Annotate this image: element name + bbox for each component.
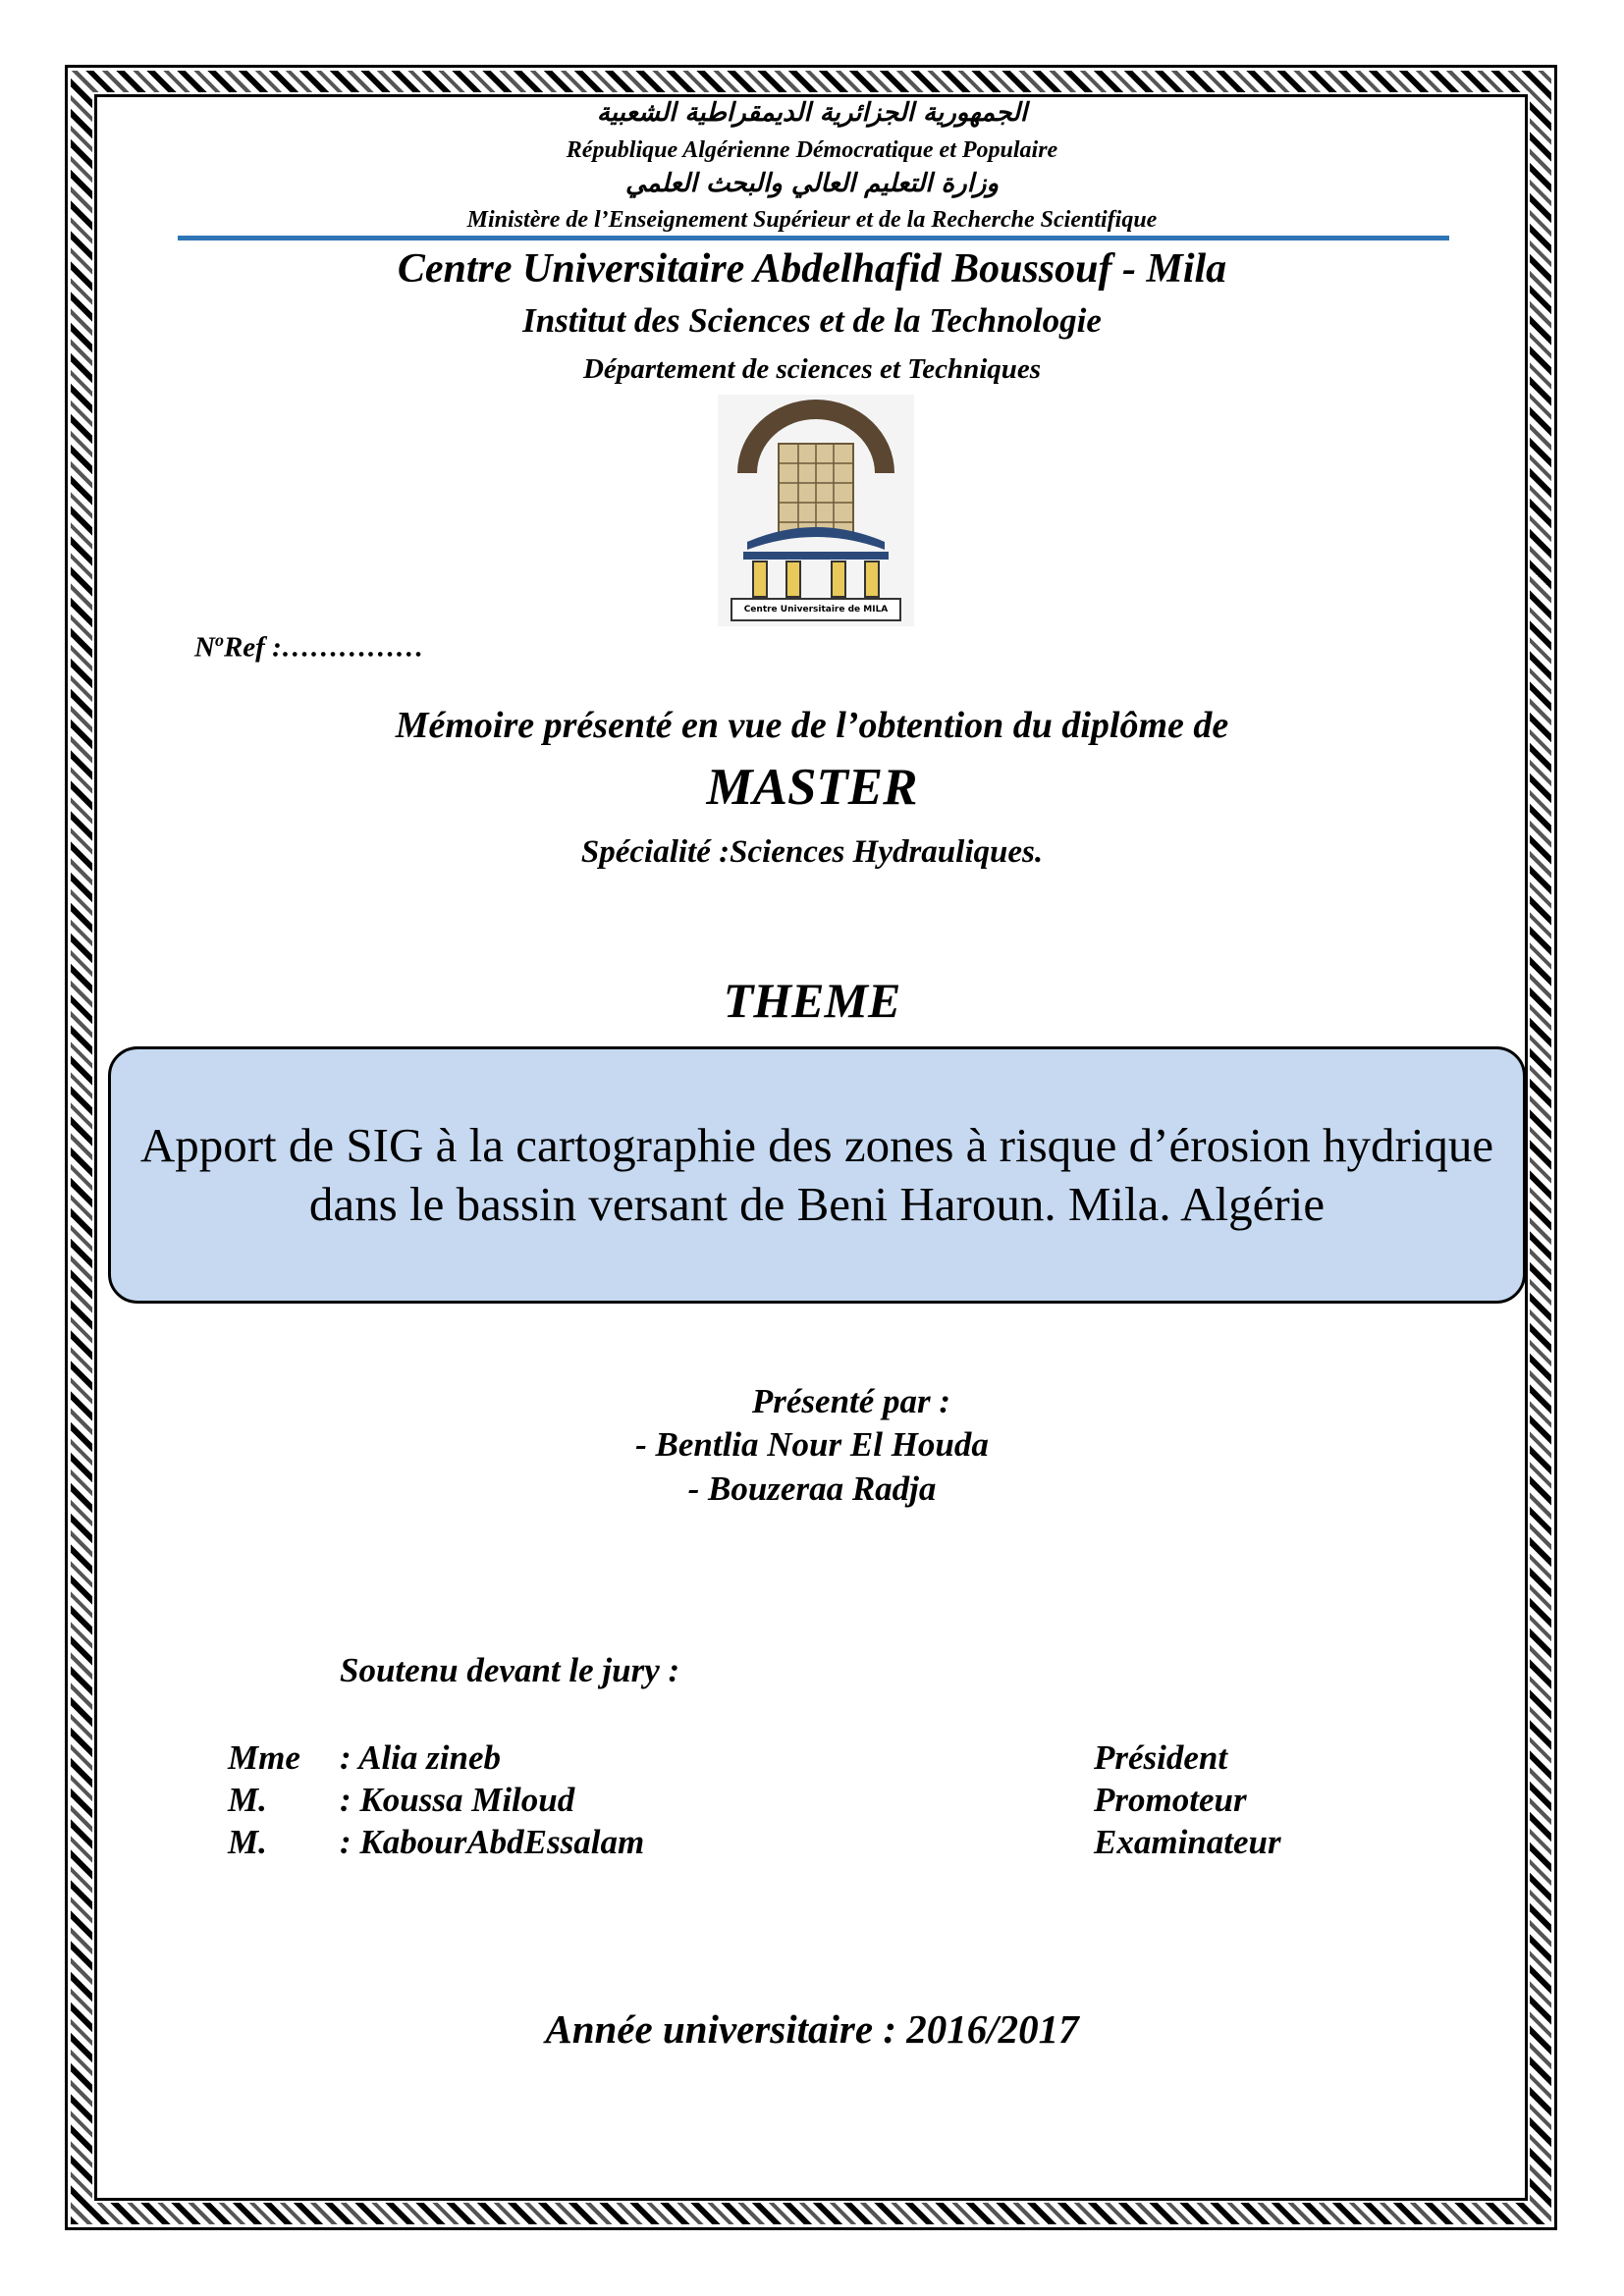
arabic-ministry-name: وزارة التعليم العالي والبحث العلمي [624, 169, 1000, 198]
republic-name: République Algérienne Démocratique et Populaire [566, 137, 1058, 163]
university-logo-graphic [718, 395, 914, 626]
arabic-republic-name: الجمهورية الجزائرية الديمقراطية الشعبية [596, 98, 1028, 128]
presenter-name: - Bentlia Nour El Houda [635, 1425, 989, 1464]
jury-member-title: M. [228, 1781, 267, 1819]
reference-superscript: o [214, 630, 224, 650]
reference-number [194, 630, 424, 665]
diploma-intro: Mémoire présenté en vue de l’obtention du diplôme de [395, 705, 1229, 746]
degree-title: MASTER [706, 759, 918, 816]
logo-caption: Centre Universitaire de MILA [743, 605, 889, 614]
speciality: Spécialité :Sciences Hydrauliques. [580, 834, 1044, 870]
jury-member-row [0, 1781, 1624, 1820]
presented-by-label: Présenté par : [751, 1382, 951, 1420]
reference-label: Ref :…………… [223, 631, 424, 664]
jury-member-role: Examinateur [1094, 1823, 1281, 1861]
jury-member-role: Promoteur [1094, 1781, 1247, 1819]
jury-member-name: : KabourAbdEssalam [340, 1823, 645, 1861]
jury-member-row [0, 1823, 1624, 1862]
jury-member-title: Mme [228, 1738, 300, 1777]
department-name: Département de sciences et Techniques [582, 353, 1042, 385]
ministry-name: Ministère de l’Enseignement Supérieur et de la Recherche Scientifique [466, 207, 1158, 233]
centre-name: Centre Universitaire Abdelhafid Boussouf - Mila [397, 246, 1227, 292]
institute-name: Institut des Sciences et de la Technologie [522, 301, 1102, 340]
university-logo [718, 395, 914, 626]
jury-member-row [0, 1738, 1624, 1778]
jury-member-name: : Alia zineb [340, 1738, 501, 1777]
theme-title-box [108, 1046, 1526, 1304]
academic-year: Année universitaire : 2016/2017 [545, 2006, 1079, 2052]
jury-label: Soutenu devant le jury : [340, 1651, 680, 1689]
jury-member-name: : Koussa Miloud [340, 1781, 575, 1819]
header-divider [178, 236, 1449, 240]
reference-prefix: N [194, 631, 215, 664]
jury-member-title: M. [228, 1823, 267, 1861]
jury-member-role: Président [1094, 1738, 1228, 1777]
theme-title: Apport de SIG à la cartographie des zones à risque d’érosion hydrique dans le bassin versant de Beni Haroun. Mila. Algérie [139, 1118, 1494, 1231]
presenter-name: - Bouzeraa Radja [687, 1469, 937, 1508]
theme-heading: THEME [723, 973, 901, 1028]
